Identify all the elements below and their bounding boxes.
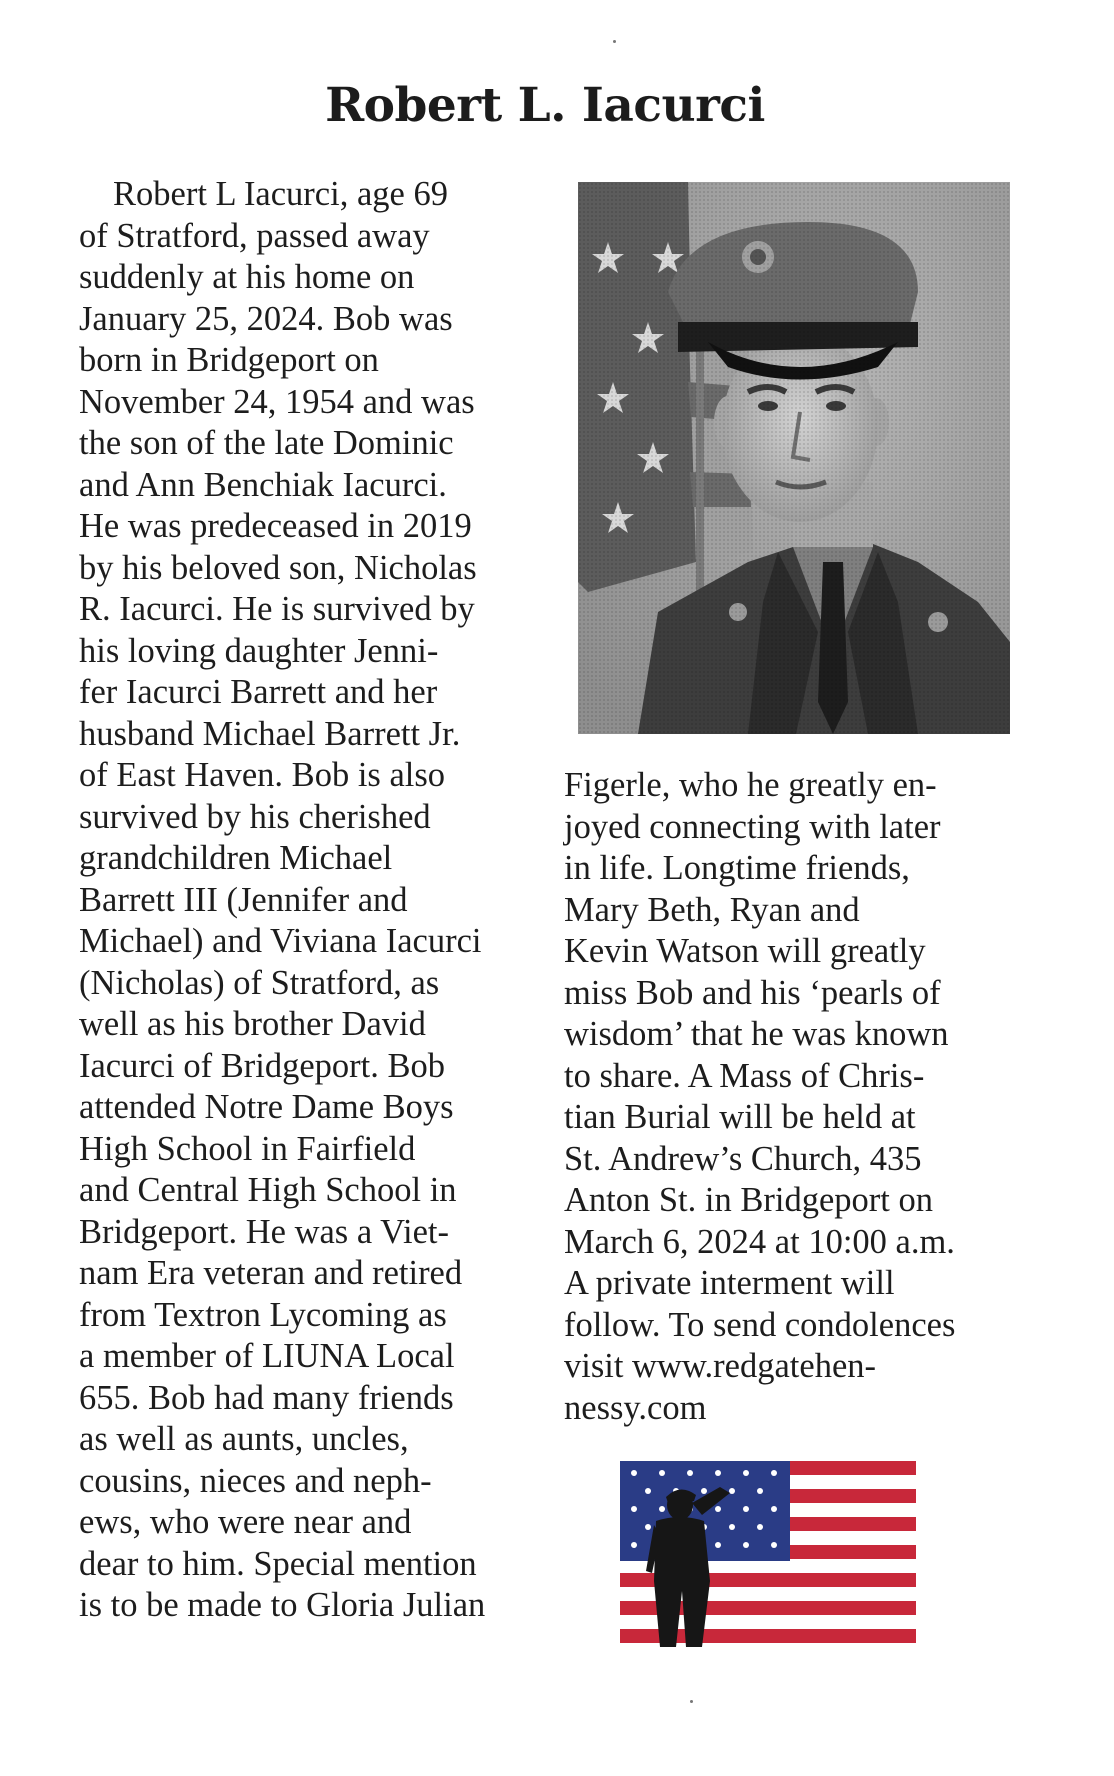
- text-line: March 6, 2024 at 10:00 a.m.: [564, 1222, 955, 1261]
- text-line: to share. A Mass of Chris-: [564, 1056, 925, 1095]
- portrait-photo: [578, 182, 1010, 734]
- text-line: attended Notre Dame Boys: [79, 1088, 454, 1126]
- text-line: R. Iacurci. He is survived by: [79, 590, 475, 628]
- text-line: Robert L Iacurci, age 69: [113, 175, 448, 213]
- text-line: follow. To send condolences: [564, 1305, 956, 1344]
- scan-speck: [613, 40, 616, 43]
- text-line: and Ann Benchiak Iacurci.: [79, 465, 447, 504]
- text-line: wisdom’ that he was known: [564, 1015, 949, 1053]
- text-line: cousins, nieces and neph-: [79, 1461, 432, 1500]
- text-line: A private interment will: [564, 1264, 895, 1302]
- saluting-soldier-flag-image: [620, 1461, 916, 1647]
- text-line: and Central High School in: [79, 1171, 457, 1209]
- text-line: survived by his cherished: [79, 797, 431, 836]
- text-line: Bridgeport. He was a Viet-: [79, 1212, 449, 1251]
- text-line: Michael) and Viviana Iacurci: [79, 922, 482, 960]
- text-line: well as his brother David: [79, 1005, 426, 1043]
- text-line: the son of the late Dominic: [79, 424, 454, 462]
- text-line: Iacurci of Bridgeport. Bob: [79, 1046, 445, 1085]
- text-line: in life. Longtime friends,: [564, 849, 910, 887]
- text-line: January 25, 2024. Bob was: [79, 299, 453, 338]
- text-line: Mary Beth, Ryan and: [564, 890, 860, 929]
- right-text-column: [564, 765, 1024, 1429]
- text-line: Anton St. in Bridgeport on: [564, 1181, 933, 1219]
- text-line: St. Andrew’s Church, 435: [564, 1139, 922, 1178]
- text-line: 655. Bob had many friends: [79, 1378, 454, 1417]
- text-line: as well as aunts, uncles,: [79, 1420, 409, 1458]
- text-line: a member of LIUNA Local: [79, 1337, 455, 1375]
- text-line: husband Michael Barrett Jr.: [79, 714, 461, 753]
- text-line: tian Burial will be held at: [564, 1098, 916, 1136]
- text-line: joyed connecting with later: [564, 807, 941, 846]
- text-line: nessy.com: [564, 1388, 707, 1427]
- text-line: dear to him. Special mention: [79, 1544, 477, 1583]
- text-line: visit www.redgatehen-: [564, 1347, 876, 1385]
- text-line: Kevin Watson will greatly: [564, 932, 926, 970]
- text-line: fer Iacurci Barrett and her: [79, 673, 438, 711]
- text-line: of Stratford, passed away: [79, 216, 430, 255]
- text-line: High School in Fairfield: [79, 1129, 416, 1168]
- text-line: grandchildren Michael: [79, 839, 393, 877]
- text-line: He was predeceased in 2019: [79, 507, 472, 545]
- text-line: is to be made to Gloria Julian: [79, 1586, 486, 1624]
- text-line: suddenly at his home on: [79, 258, 415, 296]
- text-line: ews, who were near and: [79, 1503, 412, 1541]
- text-line: nam Era veteran and retired: [79, 1254, 463, 1292]
- text-line: of East Haven. Bob is also: [79, 756, 446, 794]
- text-line: November 24, 1954 and was: [79, 382, 475, 421]
- text-line: from Textron Lycoming as: [79, 1295, 447, 1334]
- text-line: Barrett III (Jennifer and: [79, 880, 408, 919]
- obituary-title: Robert L. Iacurci: [325, 78, 765, 133]
- text-line: Figerle, who he greatly en-: [564, 766, 937, 804]
- scan-speck: [690, 1700, 693, 1703]
- text-line: his loving daughter Jenni-: [79, 631, 439, 670]
- text-line: miss Bob and his ‘pearls of: [564, 973, 941, 1012]
- text-line: by his beloved son, Nicholas: [79, 548, 477, 587]
- text-line: born in Bridgeport on: [79, 341, 379, 379]
- left-text-column: [79, 174, 539, 1627]
- text-line: (Nicholas) of Stratford, as: [79, 963, 440, 1002]
